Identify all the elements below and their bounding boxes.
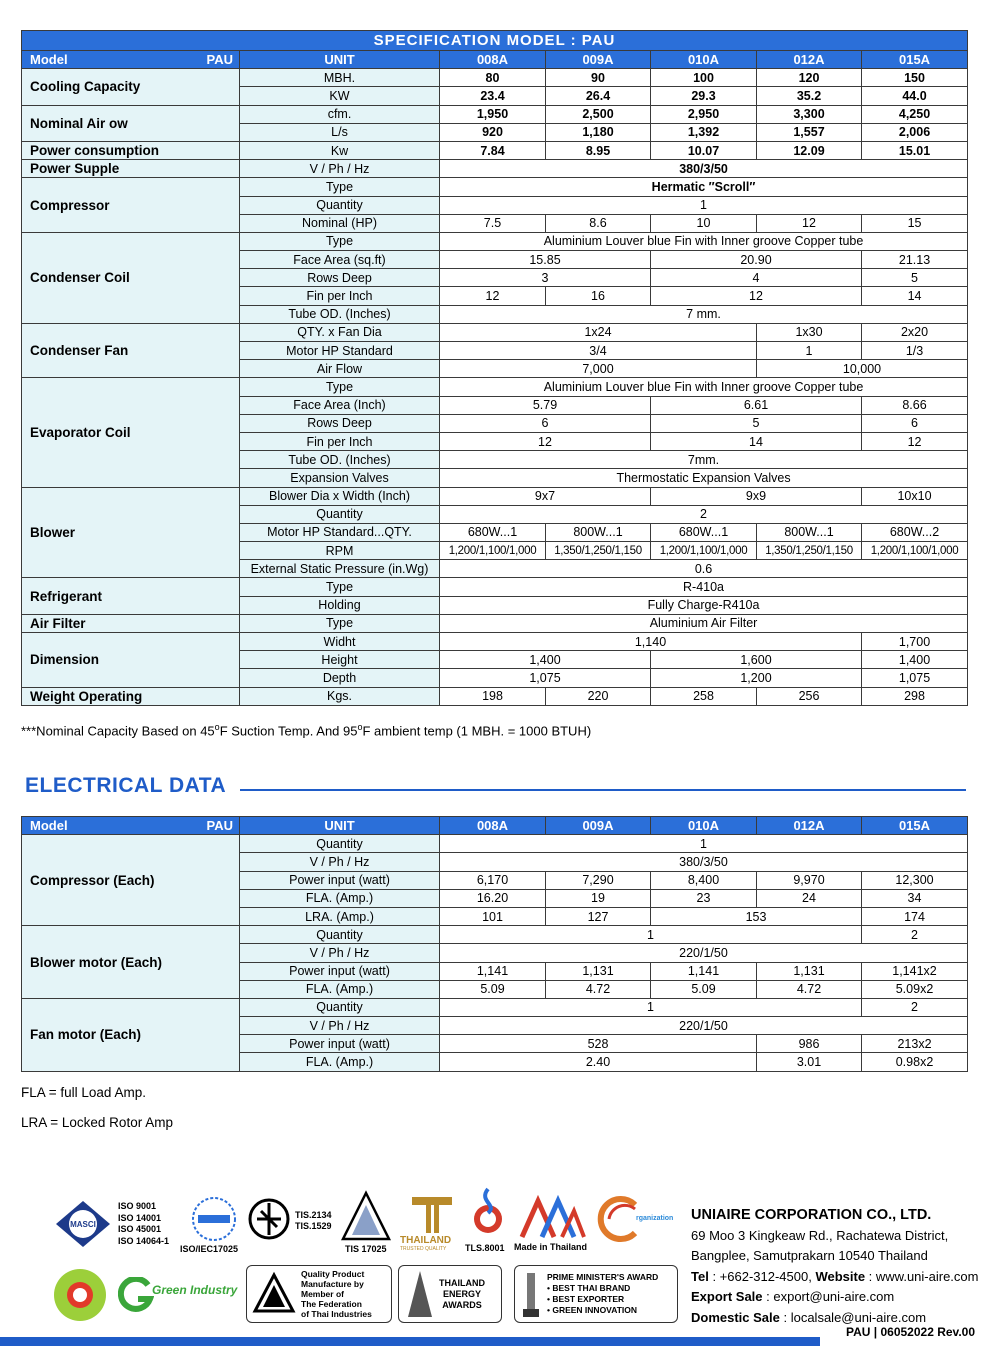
table-row: Nominal (HP) 7.5 8.6 10 12 15 [22,214,968,232]
model-header: Model PAU [22,817,240,835]
capacity-note: ***Nominal Capacity Based on 45$^o$F Suction Temp. And 95$^o$F ambient temp (1 MBH. = 1000 BTUH) [21,722,592,739]
spec-table [21,30,968,706]
address-line-2: Bangplee, Samutprakarn 10540 Thailand [691,1248,928,1263]
table-row: V / Ph / Hz 220/1/50 [22,944,968,962]
electrical-title: ELECTRICAL DATA [25,774,227,797]
spec-title: SPECIFICATION MODEL : PAU [22,31,968,51]
contact-domestic: Domestic Sale : localsale@uni-aire.com [691,1309,927,1325]
table-row: V / Ph / Hz 220/1/50 [22,1017,968,1035]
table-row: Tube OD. (Inches) 7mm. [22,451,968,469]
table-row: Motor HP Standard...QTY. 680W...1 800W...1 680W...1 800W...1 680W...2 [22,523,968,541]
fla-note: FLA = full Load Amp. [21,1085,146,1100]
tls-label: TLS.8001 [465,1243,505,1253]
model-header: Model PAU [22,51,240,69]
isoiec-label: ISO/IEC17025 [180,1244,239,1254]
model-009a: 009A [546,51,651,69]
model-012a: 012A [757,817,862,835]
thailand-sub: TRUSTED QUALITY [400,1246,447,1252]
row-label: Air Filter [22,614,240,632]
table-row: Power input (watt) 1,141 1,131 1,141 1,131 1,141x2 [22,962,968,980]
table-row: Tube OD. (Inches) 7 mm. [22,305,968,323]
table-row: FLA. (Amp.) 16.20 19 23 24 34 [22,889,968,907]
table-row: Evaporator Coil Type Aluminium Louver blue Fin with Inner groove Copper tube [22,378,968,396]
row-label: Power consumption [22,141,240,159]
thailand-trust-logo [408,1195,456,1235]
table-row: Expansion Valves Thermostatic Expansion Valves [22,469,968,487]
fti-logo: Quality Product Manufacture by Member of The Federation of Thai Industries [246,1265,392,1323]
table-row: Air Filter Type Aluminium Air Filter [22,614,968,632]
contact-export: Export Sale : export@uni-aire.com [691,1289,895,1304]
export-email[interactable]: : export@uni-aire.com [762,1289,895,1304]
table-row: Power input (watt) 6,170 7,290 8,400 9,970 12,300 [22,871,968,889]
row-label: Blower motor (Each) [22,926,240,999]
unit-header: UNIT [240,817,440,835]
tis-list: TIS.2134 TIS.1529 [295,1210,332,1231]
table-row: Fin per Inch 12 16 12 14 [22,287,968,305]
table-row: Weight Operating Kgs. 198 220 258 256 298 [22,687,968,705]
table-row: L/s 920 1,180 1,392 1,557 2,006 [22,123,968,141]
table-row: FLA. (Amp.) 5.09 4.72 5.09 4.72 5.09x2 [22,980,968,998]
row-label: Nominal Air ow [22,105,240,141]
masci-logo [52,1199,114,1249]
table-row: Power consumption Kw 7.84 8.95 10.07 12.09 15.01 [22,141,968,159]
table-row: KW 23.4 26.4 29.3 35.2 44.0 [22,87,968,105]
row-label: Compressor (Each) [22,835,240,926]
row-label: Condenser Coil [22,232,240,323]
model-008a: 008A [440,51,546,69]
table-row: Compressor Type Hermatic ″Scroll″ [22,178,968,196]
svg-text:MASCI: MASCI [70,1220,96,1229]
row-label: Condenser Fan [22,323,240,378]
thailand-label: THAILAND [400,1235,452,1246]
tis17025-label: TIS 17025 [345,1244,387,1254]
company-name: UNIAIRE CORPORATION CO., LTD. [691,1207,932,1223]
address-line-1: 69 Moo 3 Kingkeaw Rd., Rachatewa District, [691,1227,949,1243]
model-008a: 008A [440,817,546,835]
table-row: Rows Deep 6 5 6 [22,414,968,432]
table-row: Compressor (Each) Quantity 1 [22,835,968,853]
model-010a: 010A [651,51,757,69]
table-row: Face Area (sq.ft) 15.85 20.90 21.13 [22,251,968,269]
pm-award-logo: PRIME MINISTER'S AWARD • BEST THAI BRAND • BEST EXPORTER • GREEN INNOVATION [514,1265,678,1323]
table-row: Blower Blower Dia x Width (Inch) 9x7 9x9 10x10 [22,487,968,505]
table-row: FLA. (Amp.) 2.40 3.01 0.98x2 [22,1053,968,1071]
document-reference: PAU | 06052022 Rev.00 [846,1325,975,1339]
contact-tel: Tel : +662-312-4500, Website : www.uni-aire.com [691,1268,979,1284]
table-row: RPM 1,200/1,100/1,000 1,350/1,250/1,150 1,200/1,100/1,000 1,350/1,250/1,150 1,200/1,100/1,000 [22,542,968,560]
row-label: Power Supple [22,160,240,178]
electrical-table [21,816,968,1072]
green-star-logo [52,1267,108,1323]
model-012a: 012A [757,51,862,69]
table-row: Blower motor (Each) Quantity 1 2 [22,926,968,944]
table-row: Cooling Capacity MBH. 80 90 100 120 150 [22,69,968,87]
table-row: V / Ph / Hz 380/3/50 [22,853,968,871]
tis-logo [247,1197,291,1241]
table-row: Dimension Widht 1,140 1,700 [22,633,968,651]
table-row: Face Area (Inch) 5.79 6.61 8.66 [22,396,968,414]
bottom-bar [0,1337,820,1346]
energy-awards-logo: THAILAND ENERGY AWARDS [398,1265,502,1323]
model-009a: 009A [546,817,651,835]
tis17025-logo [340,1190,392,1242]
website-link[interactable]: : www.uni-aire.com [865,1268,979,1284]
row-label: Cooling Capacity [22,69,240,105]
table-row: Height 1,400 1,600 1,400 [22,651,968,669]
model-015a: 015A [862,817,968,835]
table-row: Refrigerant Type R-410a [22,578,968,596]
row-label: Dimension [22,633,240,688]
table-row: External Static Pressure (in.Wg) 0.6 [22,560,968,578]
table-row: Fin per Inch 12 14 12 [22,432,968,450]
lra-note: LRA = Locked Rotor Amp [21,1115,173,1130]
row-label: Fan motor (Each) [22,998,240,1071]
table-row: Air Flow 7,000 10,000 [22,360,968,378]
tls-logo [470,1187,506,1241]
row-label: Evaporator Coil [22,378,240,487]
row-label: Blower [22,487,240,578]
table-row: Rows Deep 3 4 5 [22,269,968,287]
row-label: Compressor [22,178,240,233]
company-info [691,1205,978,1328]
certification-logos [40,1185,680,1330]
row-label: Weight Operating [22,687,240,705]
madein-label: Made in Thailand [514,1242,588,1252]
spec-header-row [22,51,968,69]
table-row: Condenser Coil Type Aluminium Louver blue Fin with Inner groove Copper tube [22,232,968,250]
model-010a: 010A [651,817,757,835]
table-row: Quantity 2 [22,505,968,523]
table-row: Motor HP Standard 3/4 1 1/3 [22,342,968,360]
table-row: Nominal Air ow cfm. 1,950 2,500 2,950 3,300 4,250 [22,105,968,123]
iec-logo [190,1195,238,1243]
table-row: Fan motor (Each) Quantity 1 2 [22,998,968,1016]
organization-label: rganization [636,1215,674,1222]
unit-header: UNIT [240,51,440,69]
electrical-header-row [22,817,968,835]
made-in-thailand-logo [518,1195,588,1241]
green-industry-logo: Green Industry [118,1277,244,1313]
table-row: Power input (watt) 528 986 213x2 [22,1035,968,1053]
iso-list: ISO 9001 ISO 14001 ISO 45001 ISO 14064-1 [118,1201,170,1246]
table-row: Condenser Fan QTY. x Fan Dia 1x24 1x30 2x20 [22,323,968,341]
table-row: Holding Fully Charge-R410a [22,596,968,614]
domestic-email[interactable]: : localsale@uni-aire.com [779,1309,927,1325]
table-row: LRA. (Amp.) 101 127 153 174 [22,907,968,925]
model-015a: 015A [862,51,968,69]
row-label: Refrigerant [22,578,240,614]
table-row: Power Supple V / Ph / Hz 380/3/50 [22,160,968,178]
table-row: Depth 1,075 1,200 1,075 [22,669,968,687]
table-row: Quantity 1 [22,196,968,214]
title-divider [240,789,966,791]
